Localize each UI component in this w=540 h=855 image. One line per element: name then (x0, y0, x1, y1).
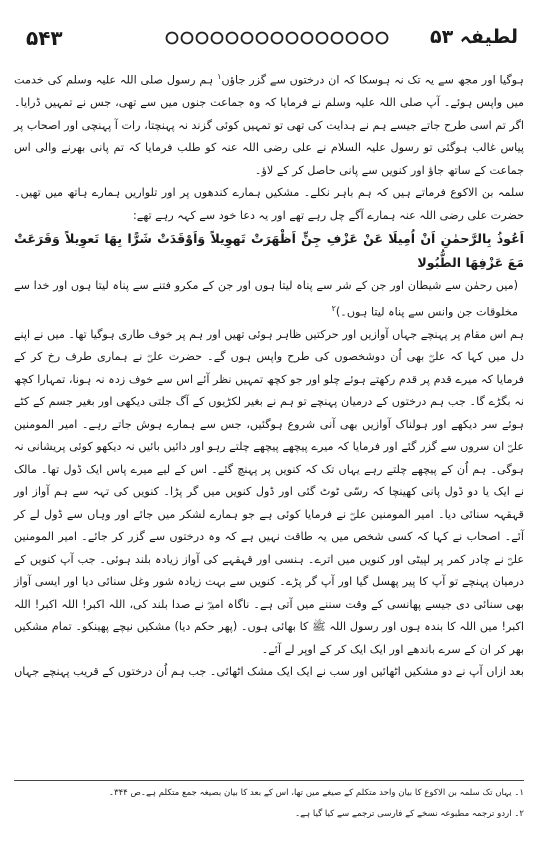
page-header (14, 22, 526, 54)
paragraph-1-start: ہوگیا اور مجھ سے یہ تک نہ ہوسکا کہ ان درختوں سے گزر جاؤں (221, 73, 524, 87)
footnote-divider (14, 780, 524, 781)
translation (14, 275, 524, 324)
footnote-1: ۱۔ یہاں تک سلمہ بن الاکوع کا بیان واحد متکلم کے صیغے میں تھا، اس کے بعد کا بیان بصیغہ جمع متکلم ہے۔ص ۳۴۴۔ (108, 788, 524, 798)
footnote-ref-2: ۲ (331, 303, 336, 313)
chain-ornament-icon (164, 30, 396, 46)
paragraph-1-rest: ہم رسول صلی اللہ علیہ وسلم کی خدمت میں واپس ہوئے۔ آپ صلی اللہ علیہ وسلم نے فرمایا کہ وہ جماعت جنوں میں سے تھی، جس نے تمہیں ڈرایا۔ اگر تم اسی طرح جاتے جیسے ہم نے ہدایت کی تھی تو تمہیں کوئی گزند نہ پہنچتا، رات آ پہنچی اور اصحاب پر پیاس غالب ہوگئی تو رسول علیہ السلام نے علی رضی اللہ عنہ کو طلب فرمایا کہ تم پانی بھرنے والی اس جماعت کے ساتھ جاؤ اور کنویں سے پانی حاصل کر کے لاؤ۔ (14, 73, 524, 177)
chapter-title: لطیفہ ۵۳ (429, 26, 518, 48)
page-number: ۵۴۳ (26, 26, 63, 50)
paragraph-3: ہم اس مقام پر پہنچے جہاں آوازیں اور حرکتیں ظاہر ہوئی تھیں اور ہم پر خوف طاری ہوگیا تھا۔ میں نے اپنے دل میں کہا کہ علیؓ بھی اُن دوشخصوں کی طرح واپس ہوں گے۔ حضرت علیؓ نے ہماری طرف رخ کر کے فرمایا کہ میرے قدم پر قدم رکھتے ہوئے چلو اور جو کچھ تمہیں نظر آئے اس سے خوف زدہ نہ ہونا، تمہارا کچھ نہ بگڑے گا۔ جب ہم درختوں کے درمیان پہنچے تو ہم نے بغیر لکڑیوں کے آگ جلتی دیکھی اور بغیر جسم کے کٹے ہوئے سر دیکھے اور ہولناک آوازیں بھی آنی شروع ہوگئیں، جس سے ہمارے ہوش جاتے رہے۔ امیر المومنین علیؓ ان سروں سے گزر گئے اور فرمایا کہ میرے پیچھے پیچھے چلتے رہو اور دائیں بائیں نہ دیکھو کوئی پریشانی نہ ہوگی۔ ہم اُن کے پیچھے چلتے رہے یہاں تک کہ کنویں پر پہنچ گئے۔ اس کے لیے میرے پاس ایک ڈول تھا۔ مالک نے ایک یا دو ڈول پانی کھینچا کہ رسّی ٹوٹ گئی اور ڈول کنویں میں گر پڑا۔ کنویں کی تہہ سے ہم آواز اور قہقہہ سنائی دیا۔ امیر المومنین علیؓ نے فرمایا کوئی ہے جو ہمارے لشکر میں جائے اور وہاں سے ڈول لے کر آئے۔ اصحاب نے کہا کہ کسی شخص میں یہ طاقت نہیں ہے کہ وہ درختوں سے گزر کر جائے۔ امیر المومنین علیؓ نے چادر کمر پر لپیٹی اور کنویں میں اترے۔ ہنسی اور قہقہے کی آواز زیادہ بلند ہوئی۔ جب آپ کنویں کے درمیان پہنچے تو آپ کا پیر پھسل گیا اور آپ گر پڑے۔ کنویں سے بہت زیادہ شور وغل سنائی دیا اور ایسی آواز بھی سنائی دی جیسے پھانسی کے وقت سننے میں آتی ہے۔ ناگاہ امیرؓ نے صدا بلند کی، اللہ اکبر! اللہ اکبر! اللہ اکبر! میں اللہ کا بندہ ہوں اور رسول اللہ ﷺ کا بھائی ہوں۔ (پھر حکم دیا) مشکیں نیچے پھینکو۔ تمام مشکیں بھر کر ان کے سرے باندھے اور ایک ایک کر کے اوپر لے آئے۔ (14, 327, 524, 656)
footnotes (14, 786, 524, 828)
paragraph-1 (14, 66, 524, 182)
arabic-invocation: اَعُوذُ بِالرَّحمٰنِ اَنْ اُمِيلَا عَنْ عَزْفِ جِنٍّ اَظْهَرَتْ تَهوِيلاً وَاَوْقَدَتْ شَرًّا بِهَا تَعوِيلاً وَقَرَعَتْ مَعَ عَزْفِهَا الطُّبُولا (14, 231, 524, 271)
translation-text: (میں رحمٰن سے شیطان اور جن کے شر سے پناہ لیتا ہوں اور جن کے مکرو فتنے سے پناہ لیتا ہوں اور خدا سے مخلوقات جن وانس سے پناہ لیتا ہوں۔) (14, 279, 518, 319)
body-text (14, 66, 524, 684)
footnote-2: ۲۔ اردو ترجمہ مطبوعہ نسخے کے فارسی ترجمے سے کیا گیا ہے۔ (295, 809, 524, 819)
paragraph-2: سلمہ بن الاکوع فرماتے ہیں کہ ہم باہر نکلے۔ مشکیں ہمارے کندھوں پر اور تلواریں ہمارے ہاتھ میں تھیں۔ حضرت علی رضی اللہ عنہ ہمارے آگے چل رہے تھے اور یہ دعا خود سے کہہ رہے تھے: (14, 186, 524, 222)
paragraph-4: بعد ازاں آپ نے دو مشکیں اٹھائیں اور سب نے ایک ایک مشک اٹھائی۔ جب ہم اُن درختوں کے قریب پہنچے جہاں (14, 665, 524, 679)
footnote-ref-1: ۱ (217, 72, 222, 81)
